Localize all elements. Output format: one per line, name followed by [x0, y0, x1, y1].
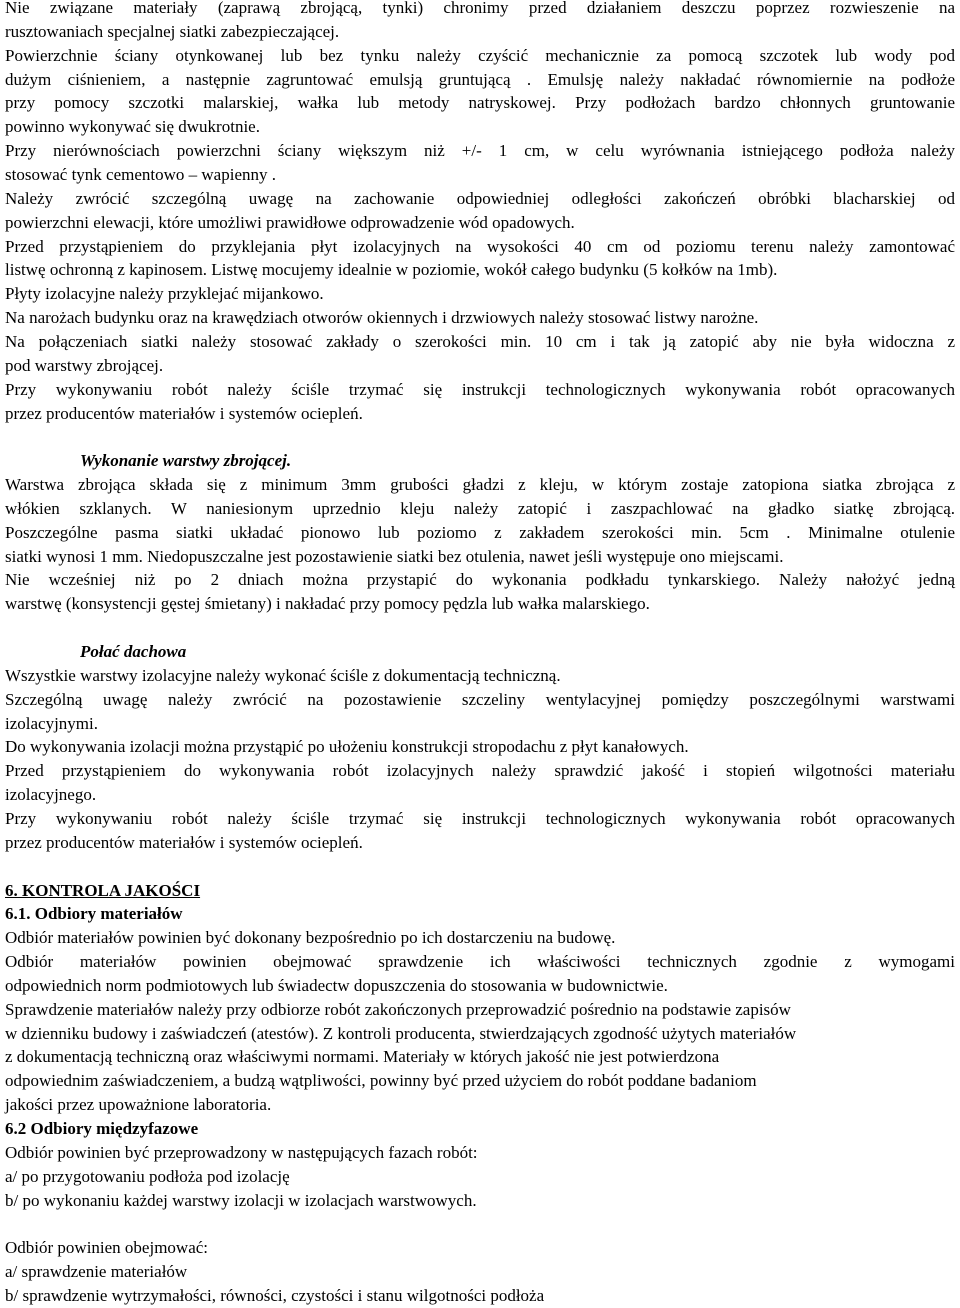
- text-line: b/ sprawdzenie wytrzymałości, równości, czystości i stanu wilgotności podłoża: [5, 1285, 545, 1305]
- text-line: Przy wykonywaniu robót należy ściśle trzymać się instrukcji technologicznych wykonywania robót opracowanych: [5, 808, 955, 828]
- text-line: Na narożach budynku oraz na krawędziach otworów okiennych i drzwiowych należy stosować listwy narożne.: [5, 308, 759, 328]
- text-line: przez producentów materiałów i systemów ociepleń.: [5, 403, 363, 423]
- text-line: izolacyjnymi.: [5, 713, 99, 733]
- text-line: Powierzchnie ściany otynkowanej lub bez tynku należy czyścić mechanicznie za pomocą szczotek lub wody pod: [5, 45, 955, 65]
- text-line: Szczególną uwagę należy zwrócić na pozostawienie szczeliny wentylacyjnej pomiędzy poszczególnymi warstwami: [5, 689, 955, 709]
- section-heading: 6.1. Odbiory materiałów: [5, 904, 183, 924]
- text-line: Przed przystąpieniem do przyklejania płyt izolacyjnych na wysokości 40 cm od poziomu terenu należy zamontować: [5, 236, 955, 256]
- text-line: dużym ciśnieniem, a następnie zagruntować emulsją gruntującą . Emulsję należy nakładać równomiernie na podłoże: [5, 69, 955, 89]
- text-line: Płyty izolacyjne należy przyklejać mijankowo.: [5, 284, 324, 304]
- text-line: Przy nierównościach powierzchni ściany większym niż +/- 1 cm, w celu wyrównania istniejącego podłoża należy: [5, 141, 955, 161]
- section-heading: 6.2 Odbiory międzyfazowe: [5, 1119, 199, 1138]
- text-line: Na połączeniach siatki należy stosować zakłady o szerokości min. 10 cm i tak ją zatopić aby nie była widoczna z: [5, 331, 955, 351]
- text-line: Odbiór powinien obejmować:: [5, 1238, 209, 1258]
- text-line: Warstwa zbrojąca składa się z minimum 3mm grubości gładzi z kleju, w którym zostaje zatopiona siatka zbrojąca z: [5, 475, 955, 494]
- text-line: przez producentów materiałów i systemów ociepleń.: [5, 832, 363, 852]
- text-line: izolacyjnego.: [5, 785, 97, 805]
- text-line: Nie wcześniej niż po 2 dniach można przystapić do wykonania podkładu tynkarskiego. Należy nałożyć jedną: [5, 570, 955, 590]
- text-line: Do wykonywania izolacji można przystąpić po ułożeniu konstrukcji stropodachu z płyt kanałowych.: [5, 737, 689, 757]
- text-line: b/ po wykonaniu każdej warstwy izolacji w izolacjach warstwowych.: [5, 1190, 477, 1210]
- text-line: odpowiednich norm podmiotowych lub świadectw dopuszczenia do stosowania w budownictwie.: [5, 975, 668, 995]
- text-line: listwę ochronną z kapinosem. Listwę mocujemy idealnie w poziomie, wokół całego budynku (5 kołków na 1mb).: [5, 260, 778, 280]
- text-line: Odbiór materiałów powinien obejmować sprawdzenie ich właściwości technicznych zgodnie z wymogami: [5, 952, 955, 971]
- text-line: pod warstwy zbrojącej.: [5, 355, 164, 375]
- text-line: Poszczególne pasma siatki układać pionowo lub poziomo z zakładem szerokości min. 5cm . Minimalne otulenie: [5, 522, 955, 542]
- text-line: rusztowaniach specjalnej siatki zabezpieczającej.: [5, 21, 340, 41]
- text-line: Wszystkie warstwy izolacyjne należy wykonać ściśle z dokumentacją techniczną.: [5, 665, 561, 685]
- section-heading: 6. KONTROLA JAKOŚCI: [5, 880, 201, 900]
- text-line: z dokumentacją techniczną oraz właściwymi normami. Materiały w których jakość nie jest potwierdzona: [5, 1047, 720, 1067]
- text-line: Należy zwrócić szczególną uwagę na zachowanie odpowiedniej odległości zakończeń obróbki blacharskiej od: [5, 188, 955, 208]
- section-heading: Wykonanie warstwy zbrojącej.: [80, 451, 292, 471]
- text-line: powierzchni elewacji, które umożliwi prawidłowe odprowadzenie wód opadowych.: [5, 212, 575, 232]
- text-line: jakości przez upoważnione laboratoria.: [5, 1095, 272, 1115]
- text-line: Odbiór powinien być przeprowadzony w następujących fazach robót:: [5, 1142, 478, 1162]
- text-line: warstwę (konsystencji gęstej śmietany) i nakładać przy pomocy pędzla lub wałka malarskiego.: [5, 594, 650, 614]
- text-line: a/ sprawdzenie materiałów: [5, 1262, 188, 1282]
- text-line: Sprawdzenie materiałów należy przy odbiorze robót zakończonych przeprowadzić pośrednio na podstawie zapisów: [5, 999, 791, 1019]
- text-line: stosować tynk cementowo – wapienny .: [5, 165, 276, 184]
- section-heading: Połać dachowa: [80, 642, 187, 661]
- text-line: Nie związane materiały (zaprawą zbrojącą, tynki) chronimy przed działaniem deszczu poprzez rozwieszenie na: [5, 0, 955, 17]
- text-line: włókien szklanych. W naniesionym uprzednio kleju należy zatopić i zaszpachlować na gładko siatkę zbrojącą.: [5, 498, 955, 518]
- text-line: w dzienniku budowy i zaświadczeń (atestów). Z kontroli producenta, stwierdzających zgodność użytych materiałów: [5, 1023, 797, 1043]
- text-line: powinno wykonywać się dwukrotnie.: [5, 117, 260, 137]
- text-line: przy pomocy szczotki malarskiej, wałka lub metody natryskowej. Przy podłożach bardzo chłonnych gruntowanie: [5, 93, 955, 113]
- text-line: Przed przystąpieniem do wykonywania robót izolacyjnych należy sprawdzić jakość i stopień wilgotności materiału: [5, 761, 955, 781]
- text-line: odpowiednim zaświadczeniem, a budzą wątpliwości, powinny być przed użyciem do robót poddane badaniom: [5, 1071, 757, 1091]
- text-line: Odbiór materiałów powinien być dokonany bezpośrednio po ich dostarczeniu na budowę.: [5, 928, 616, 948]
- text-line: siatki wynosi 1 mm. Niedopuszczalne jest pozostawienie siatki bez otulenia, nawet jeśli występuje ono miejscami.: [5, 546, 784, 566]
- text-line: a/ po przygotowaniu podłoża pod izolację: [5, 1166, 290, 1186]
- text-line: Przy wykonywaniu robót należy ściśle trzymać się instrukcji technologicznych wykonywania robót opracowanych: [5, 379, 955, 399]
